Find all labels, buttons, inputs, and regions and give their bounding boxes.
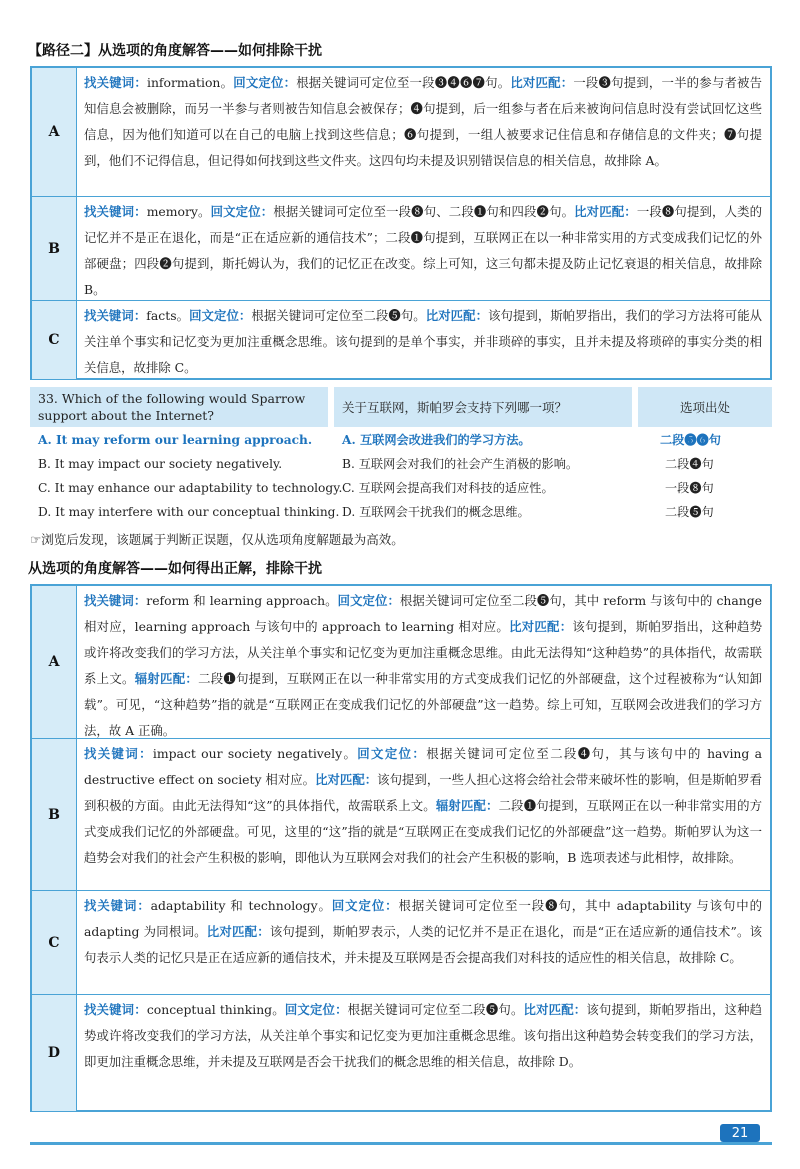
analysis-text [76,995,770,1111]
question-cn: 关于互联网，斯帕罗会支持下列哪一项？ [334,387,632,427]
keyword-label: 找关键词： [84,204,147,219]
match-label: 比对匹配： [574,204,637,219]
analysis-text [76,197,770,301]
question-table [30,387,772,527]
option-en-c: C. It may enhance our adaptability to technology. [38,481,343,495]
tip-note: ☞浏览后发现，该题属于判断正误题，仅从选项角度解题最为高效。 [30,532,404,547]
keyword-text: reform 和 learning approach。 [146,593,338,608]
option-letter: A [32,68,77,196]
analysis-row-a [32,586,770,738]
keyword-text: adaptability 和 technology。 [150,898,332,913]
radiate-text: 二段❶句提到，互联网正在以一种非常实用的方式变成我们记忆的外部硬盘。可见，这里的“这”指的就是“互联网正在变成我们记忆的外部硬盘”这一趋势。斯帕罗认为这一趋势会对我们的社会产生积极的影响，即他认为互联网会对我们的社会产生积极的影响，B 选项表述与此相悖，故排除。 [84,798,763,865]
analysis-row-c [32,890,770,995]
page-number: 21 [720,1124,760,1142]
locate-text: 根据关键词可定位至一段❸❹❻❼句。 [296,75,511,90]
keyword-text: facts。 [146,308,190,323]
option-letter: D [32,995,77,1111]
match-text: 该句提到，斯帕罗指出，我们的学习方法将可能从关注单个事实和记忆变为更加注重概念思维。该句提到的是单个事实，并非琐碎的事实，且并未提及将琐碎的事实分类的相关信息，故排除 C。 [84,308,763,375]
option-letter: B [32,197,77,301]
option-src-a: 二段❺❻句 [660,433,721,447]
keyword-label: 找关键词： [84,746,153,761]
option-analysis-panel-2 [30,584,772,1112]
locate-label: 回文定位： [233,75,297,90]
source-header: 选项出处 [638,387,772,427]
keyword-label: 找关键词： [84,593,147,608]
match-label: 比对匹配： [315,772,378,787]
option-src-b: 二段❹句 [665,457,714,471]
analysis-text [76,891,770,995]
keyword-label: 找关键词： [84,1002,147,1017]
analysis-text [76,586,770,738]
keyword-label: 找关键词： [84,308,147,323]
option-cn-d: D. 互联网会干扰我们的概念思维。 [342,505,530,519]
footer-rule [30,1142,772,1145]
keyword-text: impact our society negatively。 [152,746,358,761]
option-src-d: 二段❺句 [665,505,714,519]
locate-text: 根据关键词可定位至二段❺句。 [251,308,426,323]
keyword-label: 找关键词： [84,75,147,90]
locate-text: 根据关键词可定位至二段❺句，其中 reform 与该句中的 change 相对应，learning approach 与该句中的 approach to learning 相对应。 [84,593,763,634]
match-text: 该句提到，斯帕罗指出，这种趋势或许将改变我们的学习方法，从关注单个事实和记忆变为更加注重概念思维。该句指出这种趋势会转变我们的学习方法，即更加注重概念思维，并未提及互联网是否会干扰我们的概念思维的相关信息，故排除 D。 [84,1002,763,1069]
match-text: 一段❽句提到，人类的记忆并不是正在退化，而是“正在适应新的通信技术”；二段❶句提到，互联网正在以一种非常实用的方式变成我们记忆的外部硬盘；四段❷句提到，斯托姆认为，我们的记忆正在改变。综上可知，这三句都未提及防止记忆衰退的相关信息，故排除 B。 [84,204,763,297]
locate-label: 回文定位： [210,204,274,219]
question-text: 33. Which of the following would Sparrow support about the Internet? [30,387,328,427]
radiate-label: 辐射匹配： [134,671,199,686]
keyword-text: conceptual thinking。 [146,1002,285,1017]
option-src-c: 一段❽句 [665,481,714,495]
option-cn-b: B. 互联网会对我们的社会产生消极的影响。 [342,457,579,471]
locate-label: 回文定位： [331,898,399,913]
option-en-a: A. It may reform our learning approach. [38,433,313,447]
option-cn-c: C. 互联网会提高我们对科技的适应性。 [342,481,554,495]
option-letter: C [32,891,77,995]
analysis-text [76,68,770,196]
locate-text: 根据关键词可定位至二段❺句。 [347,1002,524,1017]
analysis-row-a [32,68,770,196]
radiate-label: 辐射匹配： [435,798,499,813]
match-label: 比对匹配： [510,75,574,90]
match-label: 比对匹配： [206,924,270,939]
analysis-text [76,301,770,379]
locate-text: 根据关键词可定位至二段❹句，其与该句中的 having a destructive effect on society 相对应。 [84,746,763,787]
section-heading-1: 【路径二】从选项的角度解答——如何排除干扰 [28,43,322,59]
locate-text: 根据关键词可定位至一段❽句、二段❶句和四段❷句。 [273,204,575,219]
match-label: 比对匹配： [509,619,573,634]
locate-label: 回文定位： [337,593,400,608]
analysis-text [76,739,770,891]
match-label: 比对匹配： [425,308,489,323]
radiate-text: 二段❶句提到，互联网正在以一种非常实用的方式变成我们记忆的外部硬盘，这个过程被称为“认知卸载”。可见，“这种趋势”指的就是“互联网正在变成我们记忆的外部硬盘”这一趋势。综上可知，互联网会改进我们的学习方法，故 A 正确。 [84,671,763,738]
match-text: 该句提到，一些人担心这将会给社会带来破坏性的影响，但是斯帕罗看到积极的方面。由此无法得知“这”的具体指代，故需联系上文。 [84,772,763,813]
match-text: 该句提到，斯帕罗指出，这种趋势或许将改变我们的学习方法，从关注单个事实和记忆变为更加注重概念思维。由此无法得知“这种趋势”的具体指代，故需联系上文。 [84,619,763,686]
match-text: 该句提到，斯帕罗表示，人类的记忆并不是正在退化，而是“正在适应新的通信技术”。该句表示人类的记忆只是正在适应新的通信技术，并未提及互联网是否会提高我们对科技的适应性的相关信息，故排除 C。 [84,924,763,965]
section-heading-2: 从选项的角度解答——如何得出正解，排除干扰 [28,561,322,577]
analysis-row-c [32,300,770,379]
locate-label: 回文定位： [189,308,252,323]
analysis-row-d [32,994,770,1111]
analysis-row-b [32,196,770,301]
option-analysis-panel-1 [30,66,772,380]
keyword-label: 找关键词： [84,898,151,913]
option-letter: A [32,586,77,738]
option-en-d: D. It may interfere with our conceptual thinking. [38,505,340,519]
locate-text: 根据关键词可定位至一段❽句，其中 adaptability 与该句中的 adapting 为同根词。 [84,898,763,939]
option-letter: B [32,739,77,891]
match-text: 一段❸句提到，一半的参与者被告知信息会被删除，而另一半参与者则被告知信息会被保存；❹句提到，后一组参与者在后来被询问信息时没有尝试回忆这些信息，因为他们知道可以在自己的电脑上找到这些信息；❻句提到，一组人被要求记住信息和存储信息的文件夹；❼句提到，他们不记得信息，但记得如何找到这些文件夹。这四句均未提及识别错误信息的相关信息，故排除 A。 [84,75,763,168]
match-label: 比对匹配： [523,1002,587,1017]
option-en-b: B. It may impact our society negatively. [38,457,283,471]
option-cn-a: A. 互联网会改进我们的学习方法。 [342,433,531,447]
option-letter: C [32,301,77,379]
keyword-text: information。 [146,75,234,90]
locate-label: 回文定位： [357,746,427,761]
analysis-row-b [32,738,770,891]
keyword-text: memory。 [146,204,211,219]
locate-label: 回文定位： [284,1002,348,1017]
